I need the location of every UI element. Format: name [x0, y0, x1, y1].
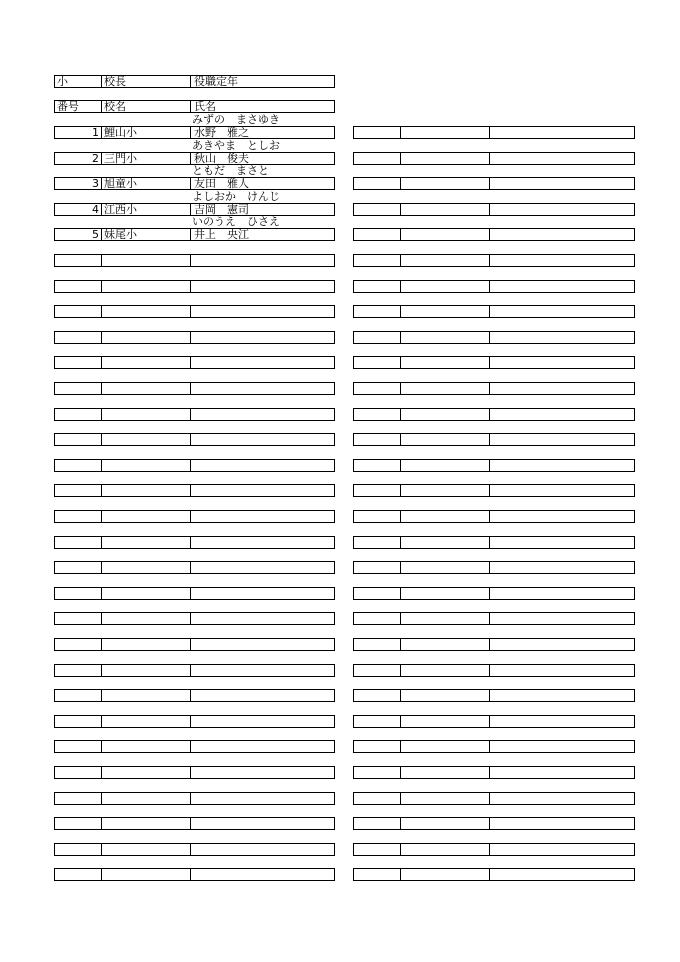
empty-cell	[102, 613, 191, 624]
empty-table-row	[54, 587, 335, 600]
empty-table-row	[353, 689, 635, 702]
empty-cell	[490, 332, 634, 343]
empty-cell	[191, 690, 334, 701]
empty-cell	[401, 639, 490, 650]
kana-reading: ともだ まさと	[192, 164, 269, 177]
empty-cell	[401, 332, 490, 343]
entry-name: 秋山 俊夫	[194, 152, 249, 165]
empty-cell	[401, 127, 490, 138]
empty-cell	[490, 613, 634, 624]
empty-table-row	[353, 459, 635, 472]
empty-table-row	[54, 740, 335, 753]
empty-cell	[55, 818, 102, 829]
empty-cell	[102, 844, 191, 855]
empty-cell	[191, 306, 334, 317]
empty-cell	[191, 332, 334, 343]
empty-table-row	[54, 305, 335, 318]
empty-cell	[354, 332, 401, 343]
empty-cell	[102, 537, 191, 548]
entry-number: 2	[55, 153, 102, 164]
empty-cell	[102, 818, 191, 829]
empty-cell	[490, 741, 634, 752]
empty-table-row	[353, 766, 635, 779]
empty-cell	[490, 716, 634, 727]
empty-cell	[55, 793, 102, 804]
empty-cell	[490, 793, 634, 804]
entry-name: 吉岡 憲司	[194, 203, 249, 216]
header-role-cell: 校長	[102, 76, 191, 87]
empty-cell	[490, 639, 634, 650]
empty-table-row	[54, 817, 335, 830]
empty-cell	[354, 741, 401, 752]
empty-table-row	[54, 715, 335, 728]
empty-cell	[55, 741, 102, 752]
empty-cell	[490, 229, 634, 240]
empty-cell	[401, 383, 490, 394]
empty-cell	[354, 357, 401, 368]
empty-table-row	[353, 715, 635, 728]
empty-table-row	[54, 280, 335, 293]
empty-cell	[55, 588, 102, 599]
empty-cell	[490, 485, 634, 496]
empty-cell	[354, 229, 401, 240]
empty-cell	[102, 690, 191, 701]
empty-cell	[490, 409, 634, 420]
empty-cell	[490, 255, 634, 266]
empty-cell	[490, 460, 634, 471]
header-row	[54, 75, 335, 88]
empty-cell	[401, 357, 490, 368]
empty-cell	[55, 306, 102, 317]
table-row	[54, 228, 335, 241]
empty-cell	[102, 639, 191, 650]
empty-table-row	[353, 152, 635, 165]
empty-cell	[401, 153, 490, 164]
empty-cell	[55, 665, 102, 676]
empty-table-row	[353, 510, 635, 523]
empty-cell	[354, 588, 401, 599]
empty-table-row	[54, 408, 335, 421]
empty-cell	[401, 306, 490, 317]
column-school-heading: 校名	[102, 101, 191, 112]
empty-cell	[354, 204, 401, 215]
empty-table-row	[353, 612, 635, 625]
empty-cell	[354, 562, 401, 573]
empty-cell	[490, 127, 634, 138]
empty-cell	[55, 434, 102, 445]
entry-name: 友田 雅人	[194, 177, 249, 190]
empty-cell	[401, 793, 490, 804]
empty-table-row	[54, 331, 335, 344]
empty-cell	[102, 767, 191, 778]
empty-cell	[55, 383, 102, 394]
empty-cell	[55, 716, 102, 727]
empty-cell	[490, 562, 634, 573]
empty-cell	[191, 537, 334, 548]
empty-cell	[191, 869, 334, 880]
empty-cell	[401, 588, 490, 599]
empty-cell	[102, 306, 191, 317]
empty-table-row	[353, 228, 635, 241]
empty-cell	[191, 818, 334, 829]
empty-cell	[102, 434, 191, 445]
empty-cell	[191, 613, 334, 624]
table-row	[54, 152, 335, 165]
empty-cell	[102, 281, 191, 292]
empty-cell	[191, 357, 334, 368]
empty-cell	[354, 460, 401, 471]
empty-cell	[55, 869, 102, 880]
empty-table-row	[353, 587, 635, 600]
empty-cell	[102, 255, 191, 266]
empty-cell	[354, 613, 401, 624]
empty-cell	[401, 434, 490, 445]
empty-cell	[191, 485, 334, 496]
empty-cell	[354, 306, 401, 317]
empty-cell	[102, 716, 191, 727]
empty-table-row	[353, 408, 635, 421]
empty-cell	[401, 229, 490, 240]
entry-name: 井上 央江	[194, 228, 249, 241]
empty-cell	[102, 383, 191, 394]
empty-table-row	[353, 638, 635, 651]
empty-table-row	[353, 177, 635, 190]
empty-table-row	[353, 484, 635, 497]
empty-cell	[490, 306, 634, 317]
table-row	[54, 177, 335, 190]
entry-school: 旭童小	[102, 178, 191, 189]
empty-table-row	[353, 382, 635, 395]
empty-cell	[354, 716, 401, 727]
empty-cell	[191, 588, 334, 599]
empty-cell	[354, 255, 401, 266]
empty-cell	[354, 639, 401, 650]
entry-number: 5	[55, 229, 102, 240]
empty-table-row	[353, 536, 635, 549]
empty-table-row	[54, 664, 335, 677]
empty-cell	[354, 127, 401, 138]
empty-cell	[354, 153, 401, 164]
empty-cell	[191, 511, 334, 522]
empty-cell	[191, 665, 334, 676]
entry-school: 鯉山小	[102, 127, 191, 138]
empty-cell	[401, 690, 490, 701]
empty-cell	[55, 613, 102, 624]
empty-table-row	[353, 203, 635, 216]
empty-cell	[401, 818, 490, 829]
empty-cell	[191, 793, 334, 804]
empty-cell	[401, 537, 490, 548]
empty-cell	[490, 357, 634, 368]
empty-table-row	[54, 459, 335, 472]
empty-table-row	[353, 664, 635, 677]
kana-reading: よしおか けんじ	[192, 190, 280, 203]
empty-table-row	[54, 536, 335, 549]
empty-table-row	[54, 612, 335, 625]
empty-cell	[191, 844, 334, 855]
empty-table-row	[353, 331, 635, 344]
empty-table-row	[54, 382, 335, 395]
empty-table-row	[353, 433, 635, 446]
empty-cell	[55, 767, 102, 778]
empty-cell	[102, 741, 191, 752]
empty-table-row	[353, 305, 635, 318]
table-row	[54, 126, 335, 139]
entry-name: 水野 雅之	[194, 126, 249, 139]
table-row	[54, 203, 335, 216]
empty-table-row	[353, 561, 635, 574]
column-number-heading: 番号	[55, 101, 102, 112]
empty-cell	[102, 357, 191, 368]
empty-cell	[354, 537, 401, 548]
empty-cell	[401, 178, 490, 189]
kana-reading: いのうえ ひさえ	[192, 215, 280, 228]
empty-cell	[102, 562, 191, 573]
empty-cell	[490, 537, 634, 548]
empty-cell	[102, 511, 191, 522]
column-name-heading: 氏名	[194, 100, 216, 113]
empty-cell	[401, 409, 490, 420]
empty-cell	[55, 511, 102, 522]
empty-cell	[401, 511, 490, 522]
empty-cell	[490, 383, 634, 394]
header-category-cell: 役職定年	[194, 75, 238, 88]
empty-cell	[55, 844, 102, 855]
empty-table-row	[54, 356, 335, 369]
empty-cell	[490, 869, 634, 880]
empty-cell	[354, 665, 401, 676]
empty-cell	[102, 332, 191, 343]
empty-cell	[191, 741, 334, 752]
empty-table-row	[353, 254, 635, 267]
empty-cell	[490, 665, 634, 676]
header-type-cell: 小	[55, 76, 102, 87]
empty-cell	[354, 383, 401, 394]
empty-table-row	[54, 433, 335, 446]
entry-school: 妹尾小	[102, 229, 191, 240]
kana-reading: あきやま としお	[192, 139, 280, 152]
kana-reading: みずの まさゆき	[192, 113, 280, 126]
empty-table-row	[54, 638, 335, 651]
empty-table-row	[353, 740, 635, 753]
empty-cell	[191, 281, 334, 292]
empty-cell	[490, 178, 634, 189]
entry-number: 1	[55, 127, 102, 138]
empty-table-row	[353, 356, 635, 369]
empty-cell	[191, 767, 334, 778]
empty-cell	[55, 460, 102, 471]
empty-cell	[102, 665, 191, 676]
empty-cell	[401, 281, 490, 292]
empty-table-row	[353, 817, 635, 830]
empty-cell	[102, 409, 191, 420]
empty-cell	[401, 485, 490, 496]
empty-cell	[490, 844, 634, 855]
empty-cell	[490, 818, 634, 829]
empty-cell	[401, 767, 490, 778]
empty-cell	[102, 588, 191, 599]
empty-table-row	[54, 843, 335, 856]
empty-cell	[191, 409, 334, 420]
empty-cell	[401, 204, 490, 215]
empty-cell	[55, 357, 102, 368]
empty-cell	[490, 153, 634, 164]
empty-cell	[191, 383, 334, 394]
empty-cell	[490, 281, 634, 292]
empty-table-row	[353, 280, 635, 293]
empty-table-row	[54, 689, 335, 702]
empty-cell	[55, 281, 102, 292]
empty-cell	[490, 767, 634, 778]
empty-table-row	[54, 766, 335, 779]
empty-cell	[191, 460, 334, 471]
empty-cell	[490, 588, 634, 599]
empty-cell	[55, 537, 102, 548]
empty-cell	[191, 255, 334, 266]
empty-cell	[354, 178, 401, 189]
empty-cell	[55, 690, 102, 701]
empty-cell	[354, 767, 401, 778]
empty-cell	[102, 793, 191, 804]
empty-cell	[490, 204, 634, 215]
empty-cell	[354, 690, 401, 701]
empty-cell	[354, 485, 401, 496]
empty-table-row	[353, 792, 635, 805]
empty-table-row	[353, 126, 635, 139]
empty-cell	[401, 844, 490, 855]
empty-cell	[102, 869, 191, 880]
empty-cell	[354, 511, 401, 522]
empty-cell	[354, 434, 401, 445]
empty-cell	[55, 409, 102, 420]
empty-cell	[354, 844, 401, 855]
empty-cell	[55, 485, 102, 496]
empty-cell	[401, 869, 490, 880]
empty-table-row	[54, 792, 335, 805]
empty-cell	[55, 332, 102, 343]
empty-cell	[401, 562, 490, 573]
empty-cell	[354, 818, 401, 829]
empty-table-row	[54, 561, 335, 574]
empty-cell	[354, 409, 401, 420]
empty-cell	[191, 716, 334, 727]
empty-cell	[354, 793, 401, 804]
empty-cell	[354, 869, 401, 880]
empty-cell	[55, 562, 102, 573]
empty-table-row	[54, 484, 335, 497]
empty-cell	[401, 255, 490, 266]
empty-cell	[191, 639, 334, 650]
empty-cell	[490, 690, 634, 701]
entry-school: 江西小	[102, 204, 191, 215]
entry-number: 3	[55, 178, 102, 189]
empty-cell	[191, 562, 334, 573]
entry-school: 三門小	[102, 153, 191, 164]
empty-table-row	[353, 843, 635, 856]
empty-table-row	[54, 254, 335, 267]
empty-cell	[401, 741, 490, 752]
entry-number: 4	[55, 204, 102, 215]
empty-cell	[401, 460, 490, 471]
empty-cell	[354, 281, 401, 292]
empty-cell	[102, 460, 191, 471]
empty-table-row	[54, 510, 335, 523]
empty-table-row	[54, 868, 335, 881]
empty-cell	[401, 716, 490, 727]
empty-cell	[490, 511, 634, 522]
column-header-row	[54, 100, 335, 113]
empty-cell	[55, 639, 102, 650]
empty-cell	[401, 613, 490, 624]
empty-cell	[191, 434, 334, 445]
empty-table-row	[353, 868, 635, 881]
empty-cell	[401, 665, 490, 676]
empty-cell	[55, 255, 102, 266]
empty-cell	[490, 434, 634, 445]
empty-cell	[102, 485, 191, 496]
